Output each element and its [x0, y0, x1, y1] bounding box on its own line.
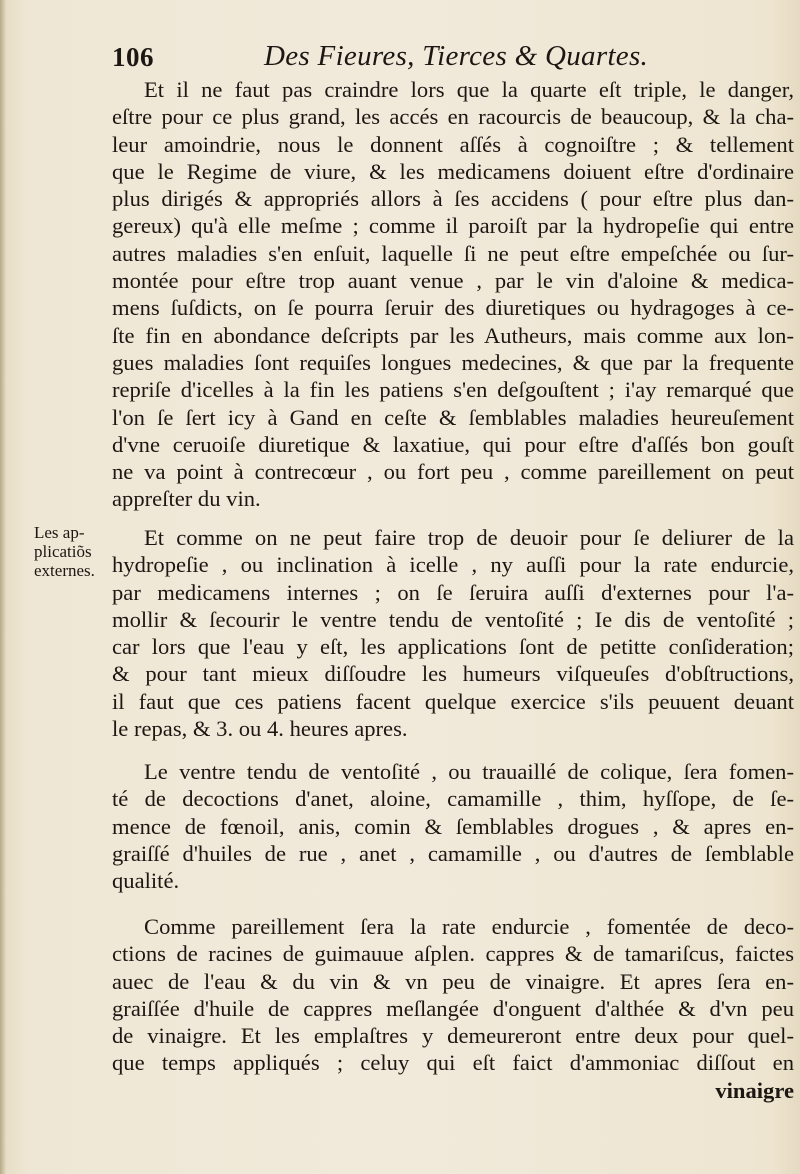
text-line: hydropeſie , ou inclination à icelle , ny auſſi pour la rate endurcie,	[112, 552, 794, 578]
paragraph-3	[112, 758, 794, 894]
text-line: Et comme on ne peut faire trop de deuoir pour ſe deliurer de la	[144, 525, 794, 550]
text-line: le repas, & 3. ou 4. heures apres.	[112, 716, 408, 742]
text-line: ne va point à contrecœur , ou fort peu , comme pareillement on peut	[112, 459, 794, 485]
text-line: que le Regime de viure, & les medicamens doiuent eſtre d'ordinaire	[112, 158, 794, 184]
margin-note-line: externes.	[34, 561, 95, 580]
text-line: eſtre pour ce plus grand, les accés en racourcis de beaucoup, & la cha-	[112, 104, 794, 130]
text-line: car lors que l'eau y eſt, les applications ſont de petitte conſideration;	[112, 634, 794, 660]
text-line: ſte fin en abondance deſcripts par les Autheurs, mais comme aux lon-	[112, 322, 794, 348]
text-line: repriſe d'icelles à la fin les patiens s'en deſgouſtent ; i'ay remarqué que	[112, 377, 794, 403]
text-line: té de decoctions d'anet, aloine, camamille , thim, hyſſope, de ſe-	[112, 786, 794, 812]
paragraph-1	[112, 76, 794, 513]
text-line: gereux) qu'à elle meſme ; comme il paroiſt par la hydropeſie qui entre	[112, 213, 794, 239]
running-head	[112, 40, 672, 80]
text-line: qualité.	[112, 868, 180, 894]
text-line: autres maladies s'en enſuit, laquelle ſi ne peut eſtre empeſchée ou ſur-	[112, 240, 794, 266]
text-line: Comme pareillement ſera la rate endurcie , fomentée de deco-	[144, 914, 794, 939]
text-line: d'vne ceruoiſe diuretique & laxatiue, qui pour eſtre d'aſſés bon gouſt	[112, 431, 794, 457]
text-line: Le ventre tendu de ventoſité , ou trauaillé de colique, ſera fomen-	[144, 759, 794, 784]
text-line: que temps appliqués ; celuy qui eſt faict d'ammoniac diſſout en	[112, 1050, 794, 1076]
paragraph-4	[112, 913, 794, 1104]
paragraph-2	[112, 524, 794, 742]
text-line: graiſſé d'huiles de rue , anet , camamille , ou d'autres de ſemblable	[112, 840, 794, 866]
running-title: Des Fieures, Tierces & Quartes.	[264, 40, 649, 72]
text-line: par medicamens internes ; on ſe ſeruira auſſi d'externes pour l'a-	[112, 579, 794, 605]
page-number: 106	[112, 42, 154, 72]
text-line: & pour tant mieux diſſoudre les humeurs viſqueuſes d'obſtructions,	[112, 661, 794, 687]
margin-note	[34, 523, 114, 580]
text-line: mence de fœnoil, anis, comin & ſemblables drogues , & apres en-	[112, 813, 794, 839]
page-edge	[0, 0, 6, 1174]
text-line: appreſter du vin.	[112, 486, 261, 512]
text-line: mollir & ſecourir le ventre tendu de ventoſité ; Ie dis de ventoſité ;	[112, 606, 794, 632]
text-line: gues maladies ſont requiſes longues medecines, & que par la frequente	[112, 349, 794, 375]
text-line: mens ſuſdicts, on ſe pourra ſeruir des diuretiques ou hydragoges à ce-	[112, 295, 794, 321]
text-line: ctions de racines de guimauue aſplen. cappres & de tamariſcus, faictes	[112, 941, 794, 967]
text-line: l'on ſe ſert icy à Gand en ceſte & ſemblables maladies heureuſement	[112, 404, 794, 430]
text-line: graiſſée d'huile de cappres meſlangée d'onguent d'althée & d'vn peu	[112, 995, 794, 1021]
text-line: il faut que ces patiens facent quelque exercice s'ils peuuent deuant	[112, 688, 794, 714]
text-line: de vinaigre. Et les emplaſtres y demeureront entre deux pour quel-	[112, 1023, 794, 1049]
margin-note-line: plicatiõs	[34, 542, 92, 561]
margin-note-line: Les ap-	[34, 523, 85, 542]
text-line: auec de l'eau & du vin & vn peu de vinaigre. Et apres ſera en-	[112, 968, 794, 994]
text-line: Et il ne faut pas craindre lors que la quarte eſt triple, le danger,	[144, 77, 794, 102]
text-line: plus dirigés & appropriés allors à ſes accidens ( pour eſtre plus dan-	[112, 186, 794, 212]
catchword: vinaigre	[715, 1077, 794, 1103]
text-line: leur amoindrie, nous le donnent aſſés à cognoiſtre ; & tellement	[112, 131, 794, 157]
text-line: montée pour eſtre trop auant venue , par le vin d'aloine & medica-	[112, 268, 794, 294]
